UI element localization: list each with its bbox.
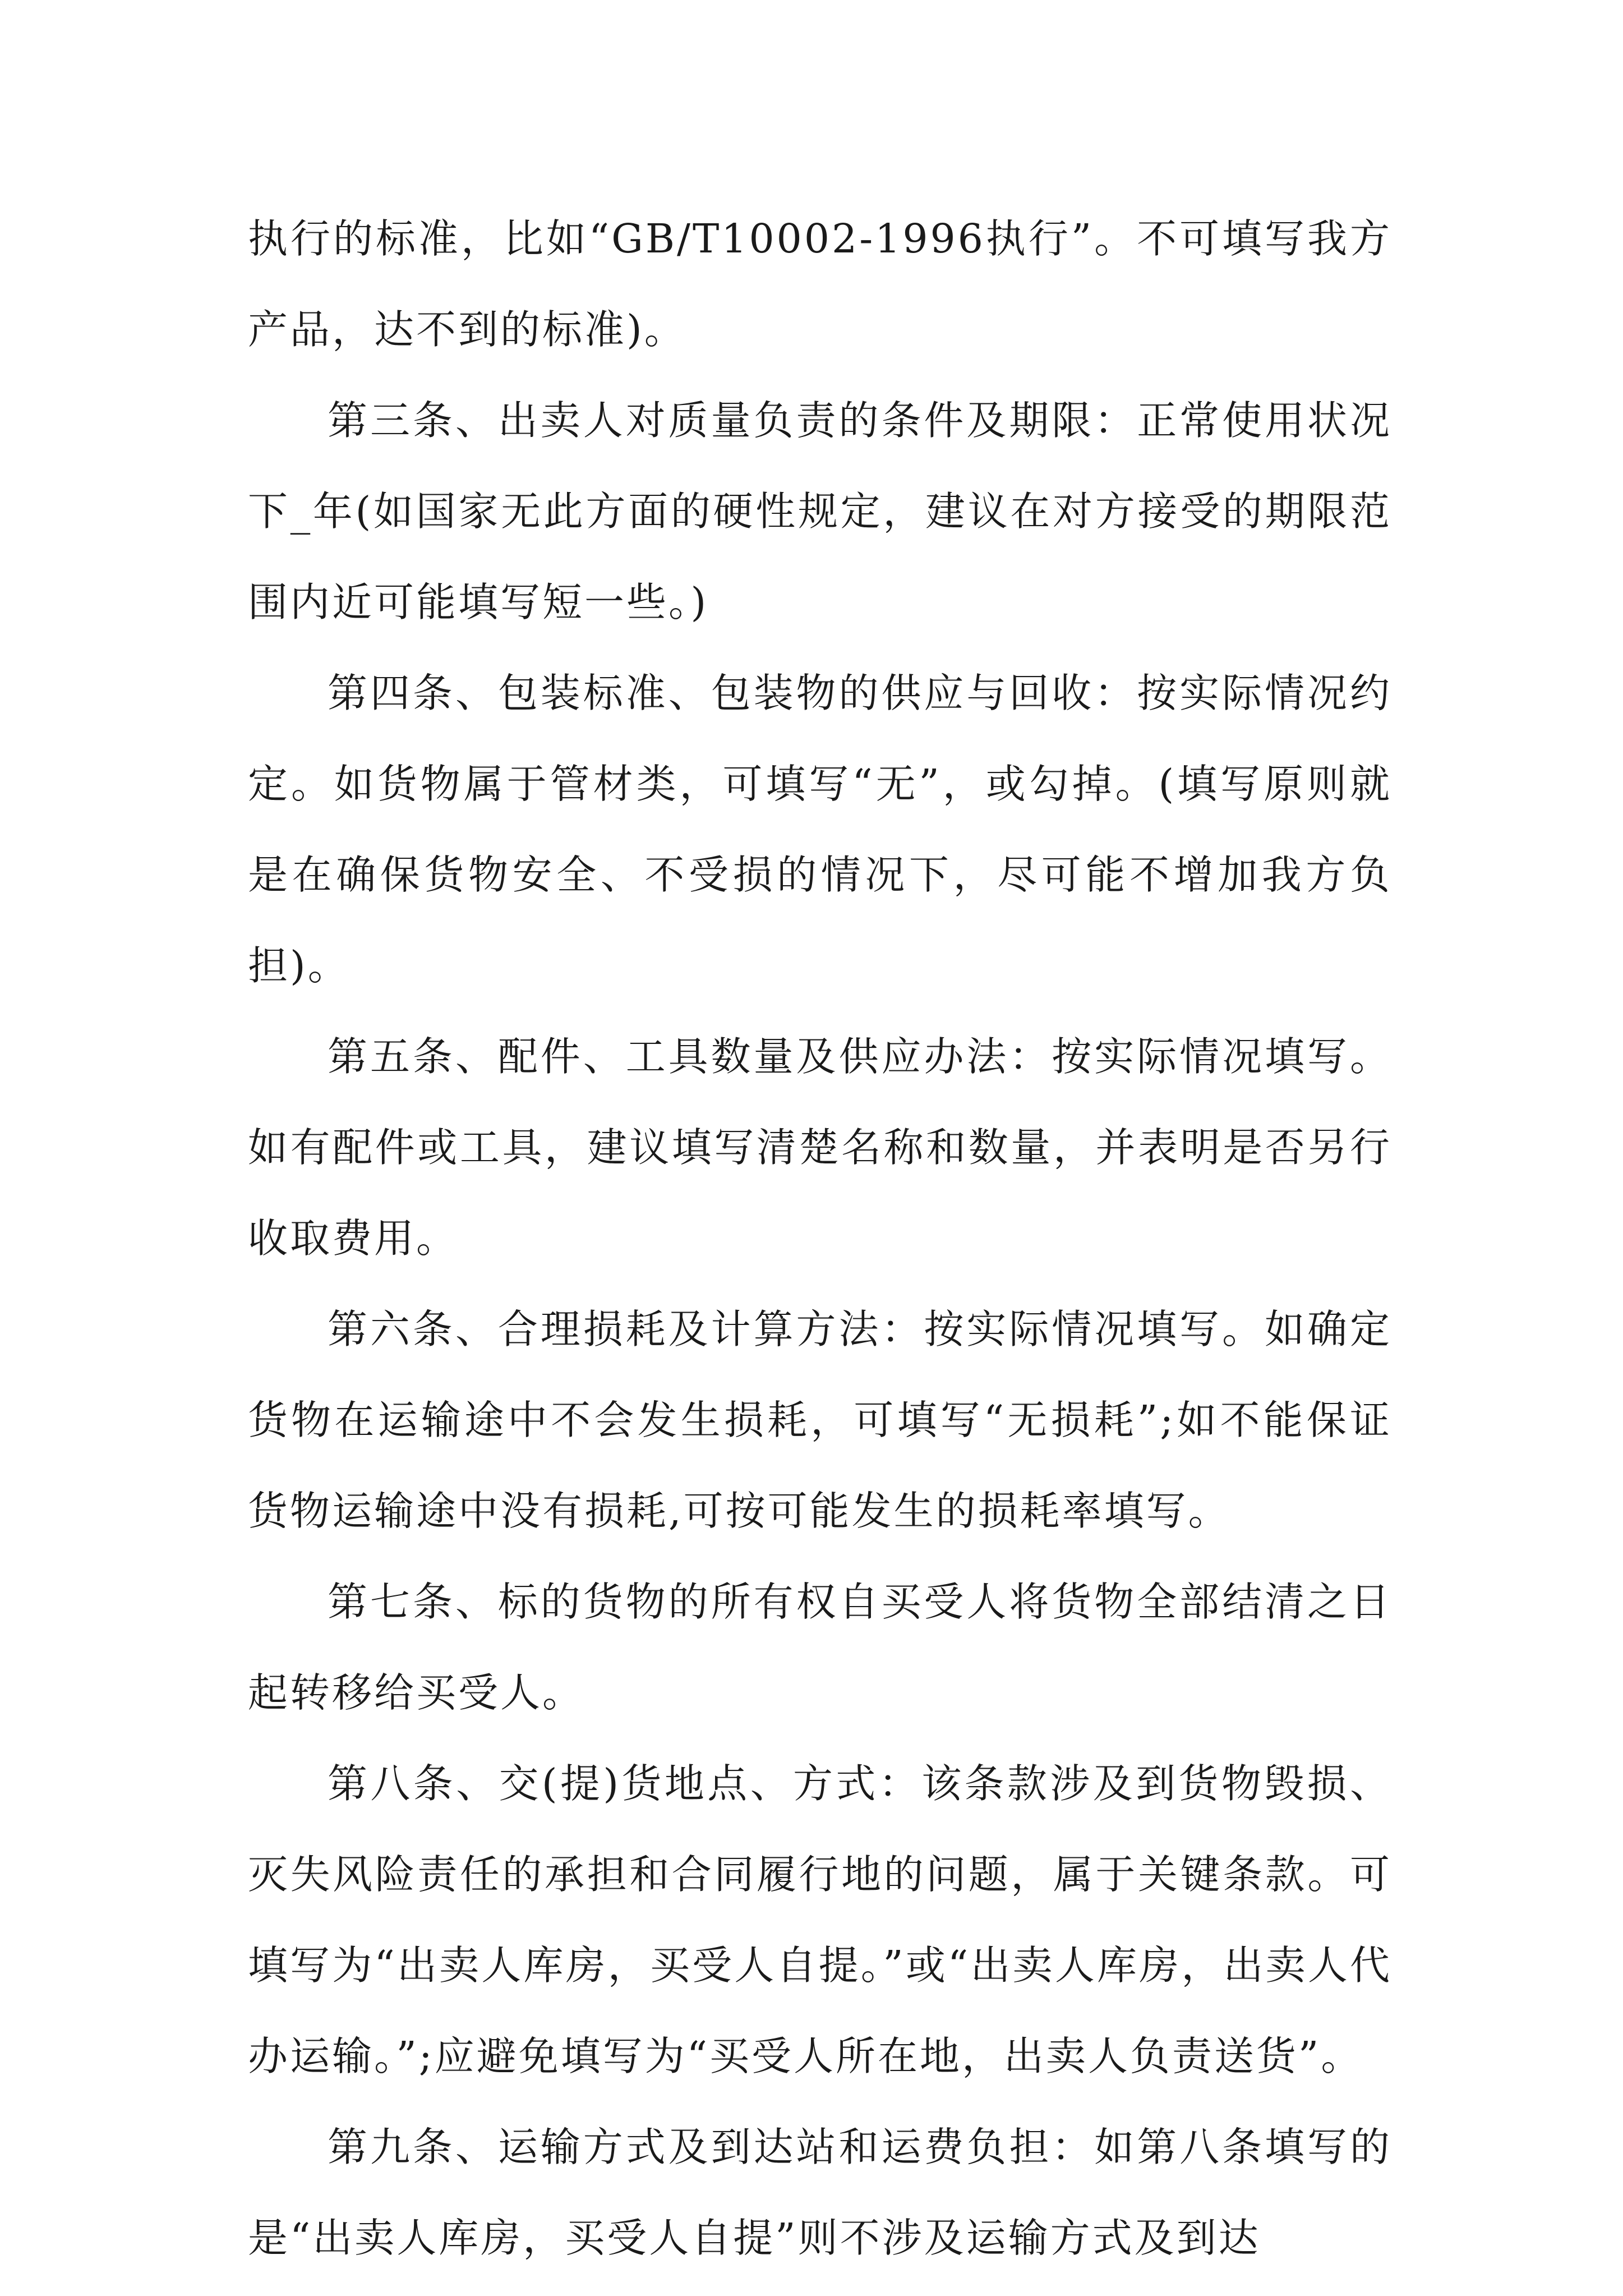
paragraph-article-4: 第四条、包装标准、包装物的供应与回收：按实际情况约定。如货物属于管材类，可填写“无”，或勾掉。(填写原则就是在确保货物安全、不受损的情况下，尽可能不增加我方负担)。: [248, 670, 1392, 989]
paragraph-article-3: 第三条、出卖人对质量负责的条件及期限：正常使用状况下_年(如国家无此方面的硬性规定，建议在对方接受的期限范围内近可能填写短一些。): [248, 397, 1392, 625]
paragraph-article-5: 第五条、配件、工具数量及供应办法：按实际情况填写。如有配件或工具，建议填写清楚名称和数量，并表明是否另行收取费用。: [248, 1033, 1392, 1262]
document-body: [248, 194, 1392, 2284]
paragraph-article-9: 第九条、运输方式及到达站和运费负担：如第八条填写的是“出卖人库房，买受人自提”则不涉及运输方式及到达: [248, 2124, 1392, 2261]
paragraph-article-7: 第七条、标的货物的所有权自买受人将货物全部结清之日起转移给买受人。: [248, 1579, 1392, 1716]
paragraph-standard-continued: 执行的标准，比如“GB/T10002-1996执行”。不可填写我方产品，达不到的标准)。: [248, 215, 1392, 353]
paragraph-article-6: 第六条、合理损耗及计算方法：按实际情况填写。如确定货物在运输途中不会发生损耗，可填写“无损耗”;如不能保证货物运输途中没有损耗,可按可能发生的损耗率填写。: [248, 1306, 1392, 1534]
paragraph-article-8: 第八条、交(提)货地点、方式：该条款涉及到货物毁损、灭失风险责任的承担和合同履行地的问题，属于关键条款。可填写为“出卖人库房，买受人自提。”或“出卖人库房，出卖人代办运输。”;应避免填写为“买受人所在地，出卖人负责送货”。: [248, 1760, 1392, 2079]
